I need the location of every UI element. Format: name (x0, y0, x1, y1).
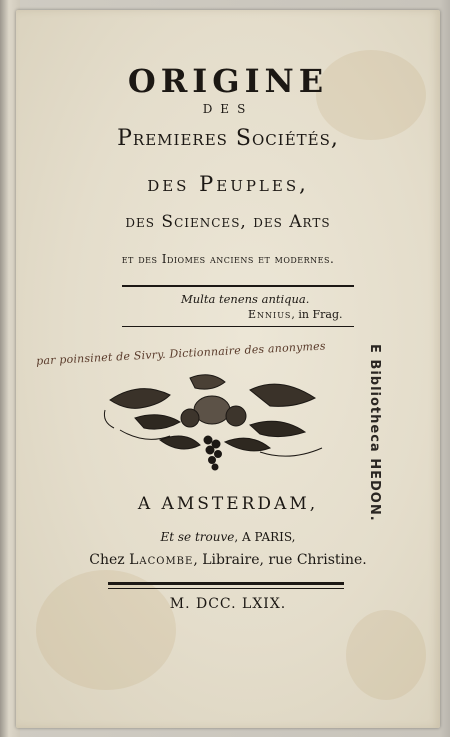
imprint-publisher-line (16, 552, 440, 568)
imprint-paris: , A PARIS, (234, 530, 296, 544)
epigraph-source: , in Frag. (291, 308, 343, 321)
imprint-address: , Libraire, rue Christine. (193, 552, 367, 568)
epigraph-bottom-rule (122, 326, 354, 327)
epigraph-attribution (248, 308, 343, 321)
imprint-date: M. DCC. LXIX. (169, 596, 287, 612)
title-page (16, 10, 440, 728)
library-stamp: E Bibliotheca HEDON. (367, 344, 382, 522)
foxing-stain (346, 610, 426, 700)
handwritten-annotation: par poinsinet de Sivry. Dictionnaire des anonymes (35, 339, 326, 368)
imprint-thin-rule (108, 588, 344, 589)
title-line-2: des Peuples, (147, 172, 309, 196)
title-line-3: des Sciences, des Arts (125, 212, 331, 232)
imprint-city: A AMSTERDAM, (137, 494, 319, 514)
epigraph-quote: Multa tenens antiqua. (181, 292, 310, 306)
floral-vignette-ornament (100, 370, 330, 474)
epigraph-author: Ennius (248, 308, 292, 321)
imprint-publisher: Lacombe (129, 552, 194, 568)
title-line-1: Premieres Sociétés, (117, 126, 339, 151)
imprint-thick-rule (108, 582, 344, 585)
imprint-also-found (16, 530, 440, 544)
title-connector: DES (202, 102, 254, 116)
title-line-4: et des Idiomes anciens et modernes. (121, 252, 335, 266)
title-main: ORIGINE (127, 62, 329, 100)
imprint-also-found-text: Et se trouve (160, 530, 235, 544)
epigraph-top-rule (122, 285, 354, 287)
imprint-chez: Chez (89, 552, 130, 568)
